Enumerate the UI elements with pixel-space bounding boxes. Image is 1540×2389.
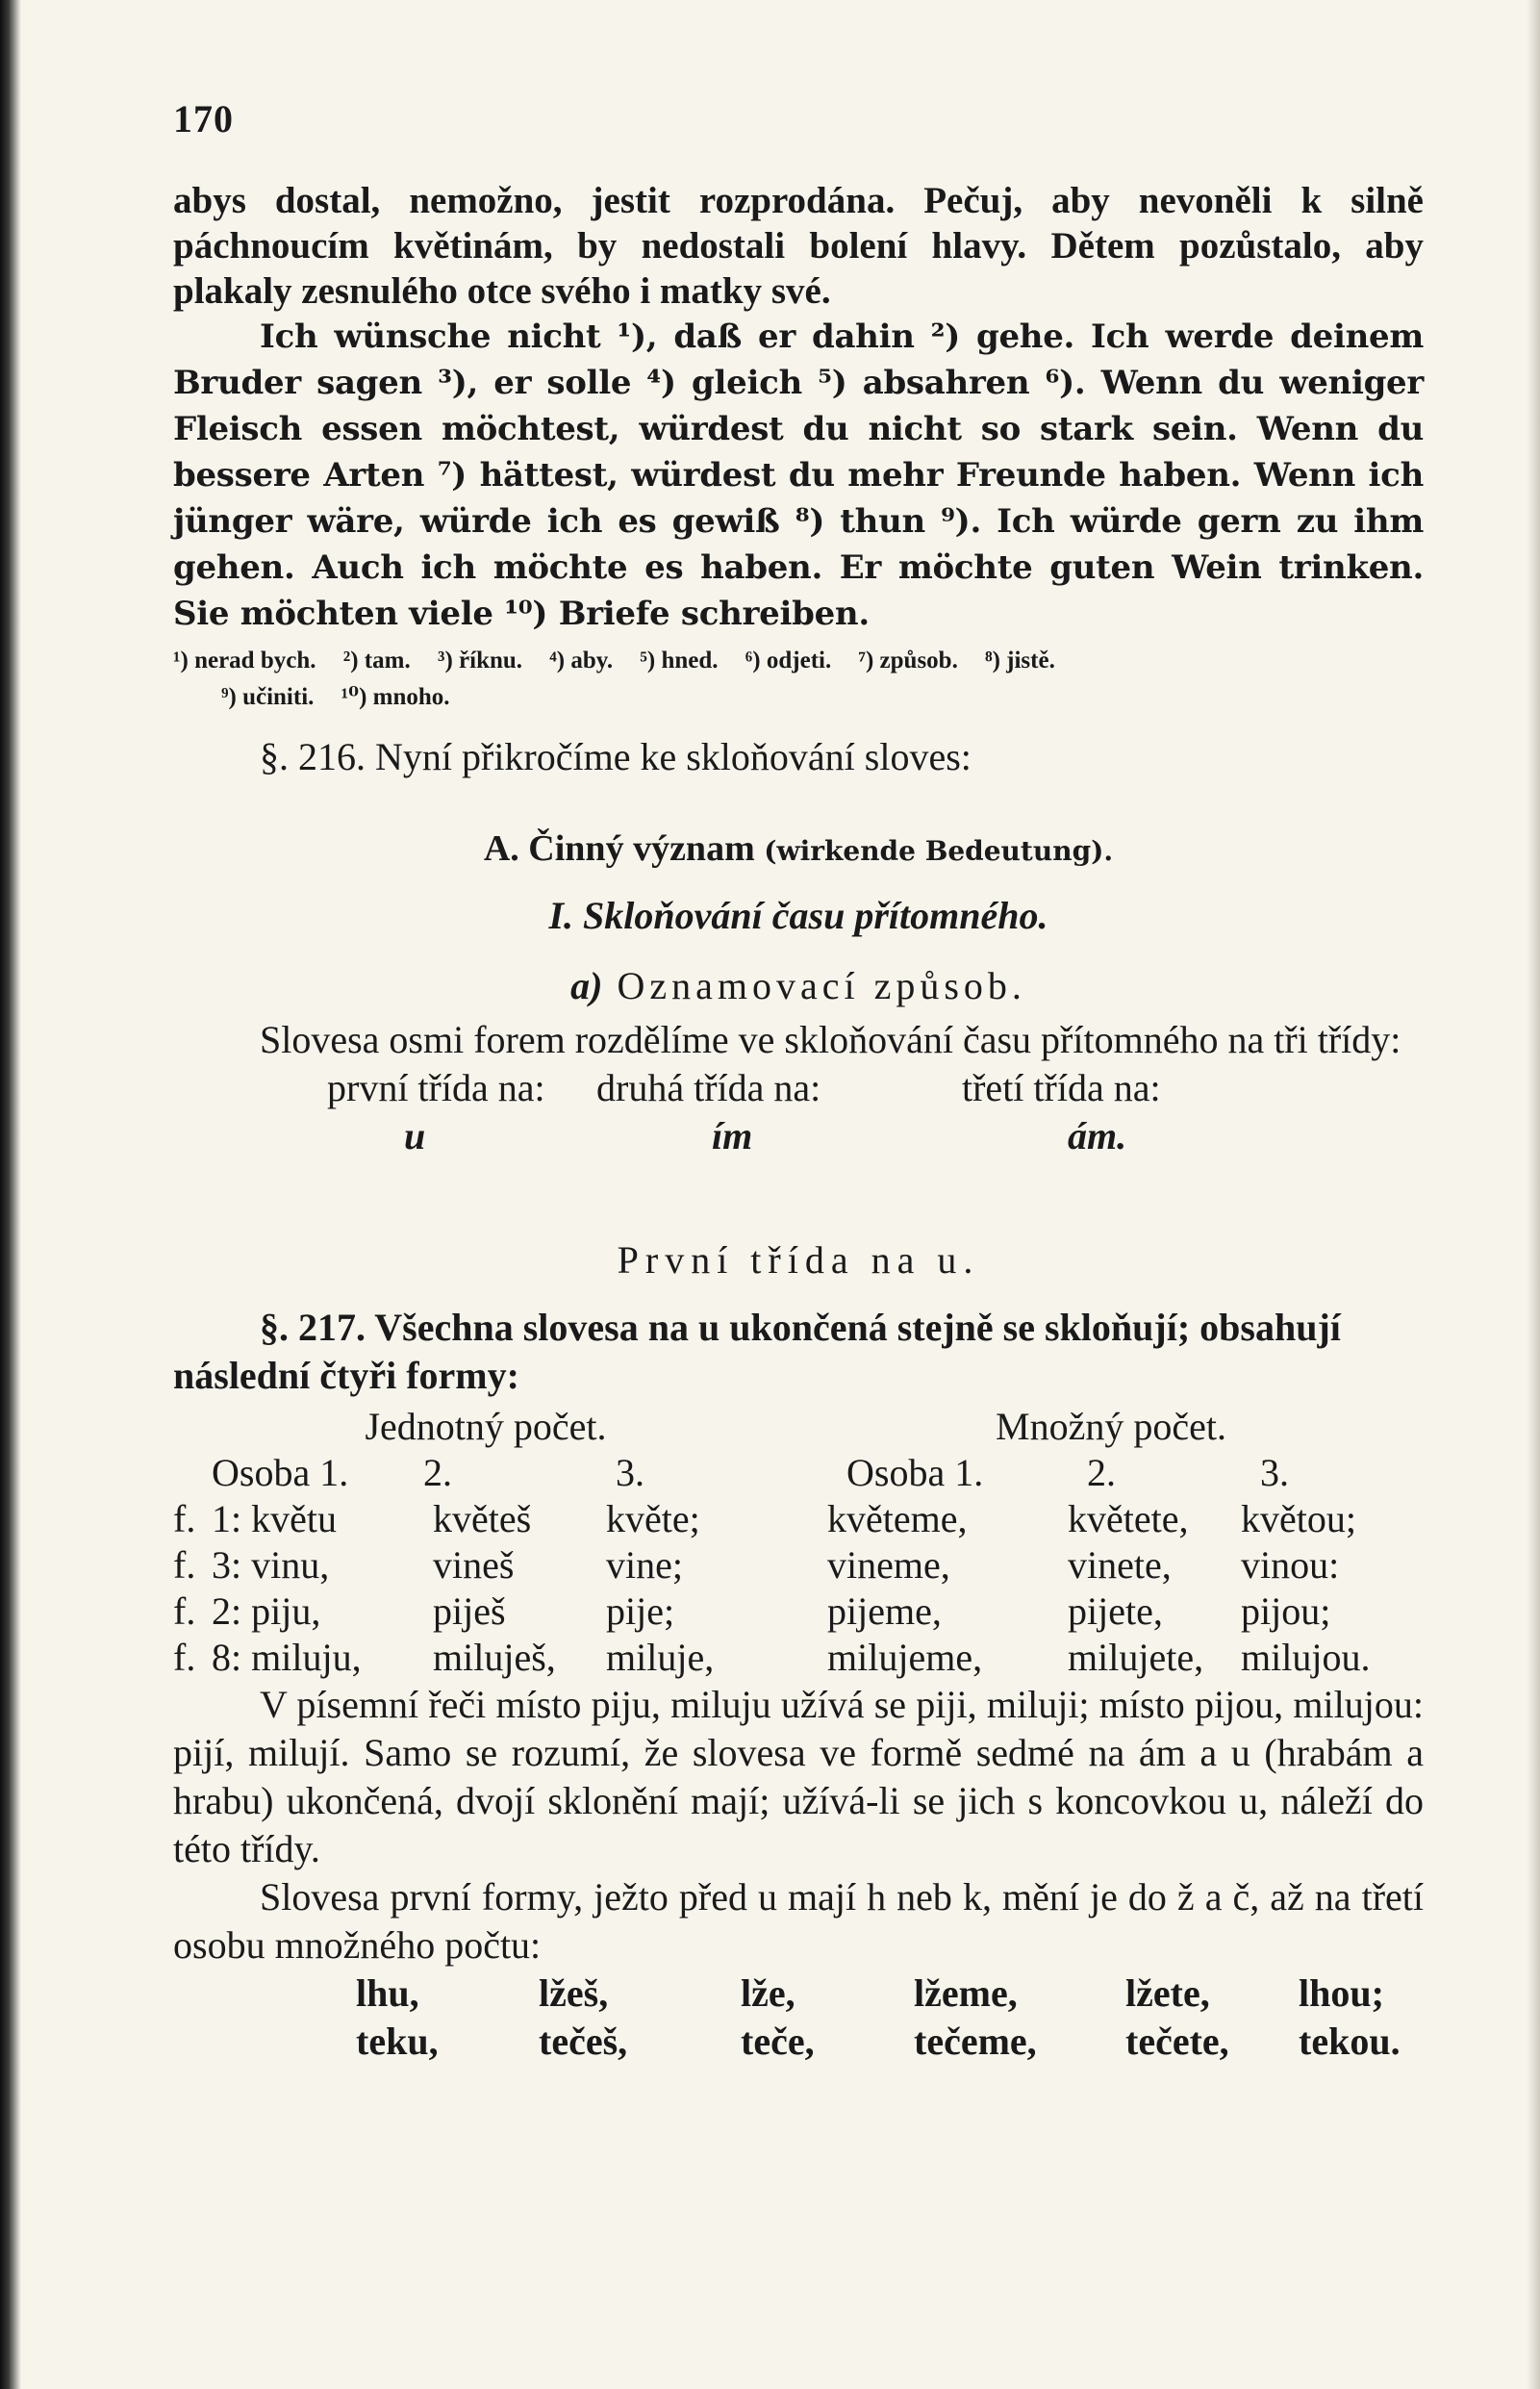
number-header-plural: Množný počet. — [996, 1405, 1226, 1448]
example-form: tečeš, — [539, 2020, 628, 2063]
footnote: ⁶) odjeti. — [745, 648, 832, 673]
form-cell: milujeme, — [827, 1636, 983, 1679]
form-cell: milujou. — [1241, 1636, 1371, 1679]
form-cell: květeš — [433, 1497, 532, 1540]
form-cell: vine; — [606, 1543, 683, 1587]
heading-present-tense: I. Skloňování času přítomného. — [548, 894, 1048, 937]
heading-indicative-letter: a) — [570, 964, 603, 1007]
conjugation-table — [173, 1404, 1424, 1681]
class-label: druhá třída na: — [596, 1066, 821, 1109]
footnote: ¹) nerad bych. — [173, 648, 316, 673]
form-label: f. — [173, 1497, 196, 1540]
footnote: ⁴) aby. — [549, 648, 614, 673]
person-header: Osoba 1. — [846, 1451, 984, 1494]
footnote: ³) říknu. — [437, 648, 523, 673]
table-row — [173, 1542, 1424, 1588]
class-labels — [327, 1064, 1424, 1160]
example-form: lžete, — [1125, 1971, 1210, 2015]
person-header: Osoba 1. — [212, 1451, 349, 1494]
form-cell: pijeme, — [827, 1589, 942, 1633]
example-form: teče, — [741, 2020, 815, 2063]
heading-first-class: První třída na u. — [617, 1238, 980, 1282]
form-label: f. — [173, 1636, 196, 1679]
form-cell: květe; — [606, 1497, 700, 1540]
heading-indicative — [173, 963, 1424, 1008]
example-form: lže, — [741, 1971, 795, 2015]
example-form: lhou; — [1299, 1971, 1384, 2015]
form-cell: 1: květu — [212, 1497, 337, 1540]
form-label: f. — [173, 1589, 196, 1633]
form-cell: miluje, — [606, 1636, 715, 1679]
footnote: ⁵) hned. — [640, 648, 719, 673]
form-cell: pijou; — [1241, 1589, 1331, 1633]
class-ending: ám. — [1068, 1114, 1127, 1157]
footnote: ¹⁰) mnoho. — [341, 684, 450, 710]
example-form: tečeme, — [914, 2020, 1037, 2063]
form-cell: 8: miluju, — [212, 1636, 362, 1679]
footnote: ⁹) učiniti. — [221, 684, 315, 710]
table-row — [173, 1496, 1424, 1542]
form-cell: milujete, — [1068, 1636, 1204, 1679]
person-header: 2. — [423, 1451, 452, 1494]
form-cell: piješ — [433, 1589, 506, 1633]
class-label: třetí třída na: — [962, 1066, 1161, 1109]
table-row — [173, 1635, 1424, 1681]
form-cell: květete, — [1068, 1497, 1189, 1540]
form-cell: 3: vinu, — [212, 1543, 330, 1587]
section-217: §. 217. Všechna slovesa na u ukončená stejně se skloňují; obsahují následní čtyři formy: — [173, 1306, 1341, 1397]
person-header: 2. — [1087, 1451, 1116, 1494]
page-edge — [1527, 0, 1540, 2389]
footnote: ²) tam. — [342, 648, 411, 673]
consonant-change-examples — [356, 1970, 1424, 2066]
class-ending: u — [404, 1114, 426, 1157]
example-form: lžeš, — [539, 1971, 609, 2015]
form-cell: 2: piju, — [212, 1589, 321, 1633]
form-cell: květeme, — [827, 1497, 968, 1540]
person-headers — [212, 1450, 1424, 1496]
page-number: 170 — [173, 97, 234, 140]
german-exercise-paragraph: Ich wünsche nicht ¹), daß er dahin ²) gehe. Ich werde deinem Bruder sagen ³), er solle ⁴) gleich ⁵) absahren ⁶). Wenn du weniger Fleisch essen möchtest, würdest du nicht so stark sein. Wenn du bessere Arten ⁷) hättest, würdest du mehr Freunde haben. Wenn ich jünger wäre, würde ich es gewiß ⁸) thun ⁹). Ich würde gern zu ihm gehen. Auch ich möchte es haben. Er möchte guten Wein trinken. Sie möchten viele ¹⁰) Briefe schreiben. — [173, 318, 1424, 633]
form-cell: pije; — [606, 1589, 675, 1633]
paragraph-first-form: Slovesa první formy, ježto před u mají h neb k, mění je do ž a č, až na třetí osobu množného počtu: — [173, 1875, 1424, 1967]
table-row — [173, 1588, 1424, 1635]
form-cell: květou; — [1241, 1497, 1356, 1540]
form-cell: miluješ, — [433, 1636, 556, 1679]
form-label: f. — [173, 1543, 196, 1587]
heading-active-voice — [173, 827, 1424, 870]
paragraph-written-language: V písemní řeči místo piju, miluju užívá se piji, miluji; místo pijou, milujou: pijí, milují. Samo se rozumí, že slovesa ve formě sedmé na ám a u (hrabám a hrabu) ukončená, dvojí sklonění mají; užívá-li se jich s koncovkou u, náleží do této třídy. — [173, 1683, 1424, 1870]
form-cell: vineš — [433, 1543, 515, 1587]
heading-active-voice-de: (wirkende Bedeutung). — [764, 835, 1114, 867]
class-ending: ím — [712, 1114, 753, 1157]
form-cell: pijete, — [1068, 1589, 1163, 1633]
heading-active-voice-cz: A. Činný význam — [483, 828, 755, 869]
footnote: ⁸) jistě. — [985, 648, 1055, 673]
person-header: 3. — [1260, 1451, 1289, 1494]
footnote: ⁷) způsob. — [858, 648, 958, 673]
book-spine-shadow — [0, 0, 21, 2389]
form-cell: vineme, — [827, 1543, 950, 1587]
czech-paragraph-intro: abys dostal, nemožno, jestit rozprodána. Pečuj, aby nevoněli k silně páchnoucím květinám, by nedostali bolení hlavy. Dětem pozůstalo, aby plakaly zesnulého otce svého i matky své. — [173, 180, 1424, 312]
section-216: §. 216. Nyní přikročíme ke skloňování sloves: — [260, 735, 972, 778]
paragraph-three-classes: Slovesa osmi forem rozdělíme ve skloňování času přítomného na tři třídy: — [260, 1018, 1401, 1061]
person-header: 3. — [616, 1451, 644, 1494]
example-form: teku, — [356, 2020, 439, 2063]
number-header-singular: Jednotný počet. — [365, 1405, 607, 1448]
number-headers — [173, 1404, 1424, 1450]
example-form: tečete, — [1125, 2020, 1229, 2063]
page-body — [173, 178, 1424, 2066]
form-cell: vinete, — [1068, 1543, 1172, 1587]
footnotes — [173, 643, 1424, 716]
class-label: první třída na: — [327, 1066, 545, 1109]
heading-indicative-text: Oznamovací způsob. — [617, 964, 1026, 1007]
example-form: lhu, — [356, 1971, 419, 2015]
example-form: tekou. — [1299, 2020, 1401, 2063]
example-form: lžeme, — [914, 1971, 1018, 2015]
form-cell: vinou: — [1241, 1543, 1340, 1587]
